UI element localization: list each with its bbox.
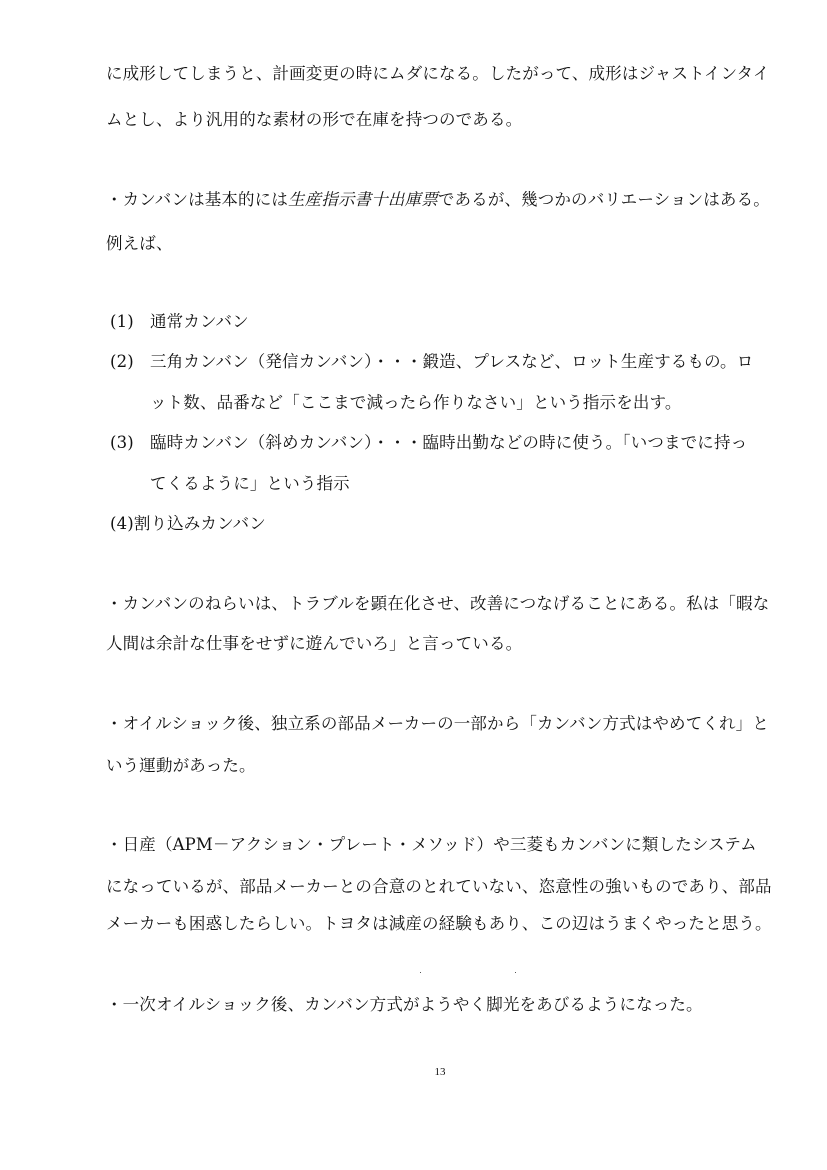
list-item-text: 臨時カンバン（斜めカンバン）・・・臨時出勤などの時に使う。「いつまでに持っ bbox=[150, 433, 748, 452]
list-item-1 bbox=[110, 312, 249, 332]
list-item-number: (4) bbox=[110, 514, 134, 533]
paragraph-1-line-1: に成形してしまうと、計画変更の時にムダになる。したがって、成形はジャストインタイ bbox=[106, 64, 770, 83]
scan-speck bbox=[420, 972, 421, 973]
list-item-2-continuation: ット数、品番など「ここまで減ったら作りなさい」という指示を出す。 bbox=[150, 393, 682, 412]
paragraph-2-suffix: であるが、幾つかのバリエーションはある。 bbox=[437, 190, 770, 209]
list-item-2 bbox=[110, 352, 753, 372]
paragraph-5-line-3: メーカーも困惑したらしい。トヨタは減産の経験もあり、この辺はうまくやったと思う。 bbox=[106, 914, 772, 933]
paragraph-4-line-1: ・オイルショック後、独立系の部品メーカーの一部から「カンバン方式はやめてくれ」と bbox=[106, 714, 769, 733]
list-item-text: 通常カンバン bbox=[150, 312, 249, 331]
paragraph-3-line-2: 人間は余計な仕事をせずに遊んでいろ」と言っている。 bbox=[106, 634, 523, 653]
list-item-number: (3) bbox=[110, 433, 134, 452]
list-item-number: (1) bbox=[110, 312, 134, 331]
scan-speck bbox=[515, 972, 516, 973]
list-item-3 bbox=[110, 433, 747, 453]
paragraph-3-line-1: ・カンバンのねらいは、トラブルを顕在化させ、改善につなげることにある。私は「暇な bbox=[106, 594, 770, 613]
paragraph-2-line-1 bbox=[106, 190, 770, 210]
paragraph-5-line-1: ・日産（APM－アクション・プレート・メソッド）や三菱もカンバンに類したシステム bbox=[106, 835, 757, 854]
paragraph-1-line-2: ムとし、より汎用的な素材の形で在庫を持つのである。 bbox=[106, 110, 523, 129]
paragraph-6-line-1: ・一次オイルショック後、カンバン方式がようやく脚光をあびるようになった。 bbox=[106, 995, 703, 1014]
paragraph-2-prefix: ・カンバンは基本的には bbox=[106, 190, 288, 209]
paragraph-2-line-2: 例えば、 bbox=[106, 234, 173, 253]
page-number: 13 bbox=[434, 1066, 446, 1078]
list-item-4 bbox=[110, 514, 266, 534]
list-item-3-continuation: てくるように」という指示 bbox=[150, 474, 350, 493]
list-item-text: 割り込みカンバン bbox=[133, 514, 266, 533]
paragraph-5-line-2: になっているが、部品メーカーとの合意のとれていない、恣意性の強いものであり、部品 bbox=[106, 877, 772, 896]
paragraph-4-line-2: いう運動があった。 bbox=[106, 756, 256, 775]
list-item-number: (2) bbox=[110, 352, 134, 371]
paragraph-2-emphasis: 生産指示書十出庫票 bbox=[288, 190, 438, 209]
list-item-text: 三角カンバン（発信カンバン）・・・鍛造、プレスなど、ロット生産するもの。ロ bbox=[150, 352, 754, 371]
